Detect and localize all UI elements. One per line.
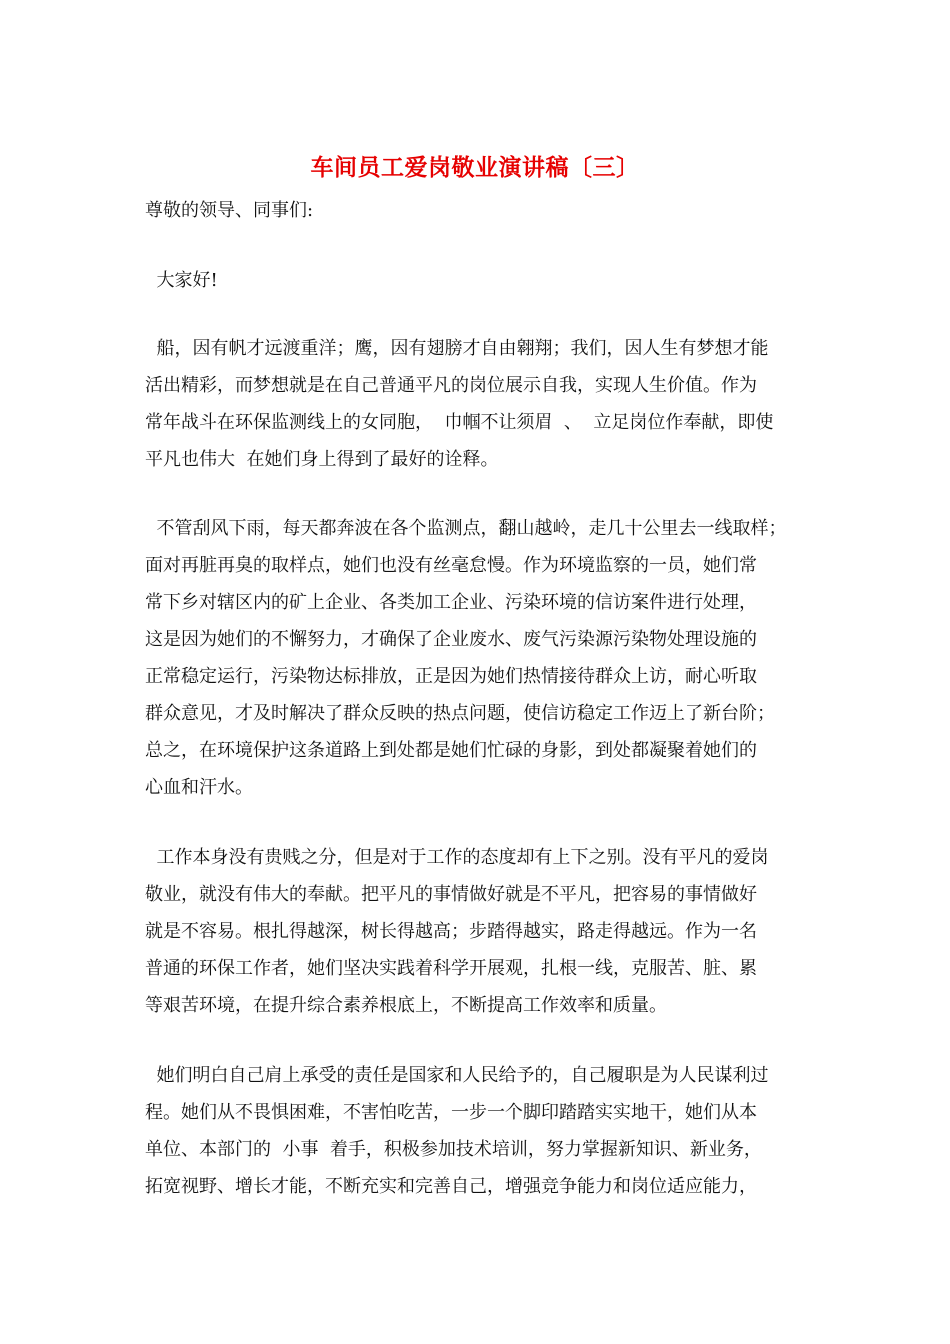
paragraph-1-line-2: 活出精彩，而梦想就是在自己普通平凡的岗位展示自我，实现人生价值。作为 (145, 375, 757, 396)
paragraph-4-line-4: 拓宽视野、增长才能，不断充实和完善自己，增强竞争能力和岗位适应能力， (145, 1176, 757, 1197)
paragraph-3-line-5: 等艰苦环境，在提升综合素养根底上，不断提高工作效率和质量。 (145, 995, 667, 1016)
salutation: 尊敬的领导、同事们: (145, 200, 314, 221)
paragraph-4-line-3: 单位、本部门的 小事 着手，积极参加技术培训，努力掌握新知识、新业务， (145, 1139, 762, 1160)
paragraph-2-line-4: 这是因为她们的不懈努力，才确保了企业废水、废气污染源污染物处理设施的 (145, 629, 757, 650)
paragraph-4-line-1: 她们明白自己肩上承受的责任是国家和人民给予的，自己履职是为人民谋利过 (145, 1065, 769, 1086)
paragraph-2-line-7: 总之，在环境保护这条道路上到处都是她们忙碌的身影，到处都凝聚着她们的 (145, 740, 757, 761)
document-title: 车间员工爱岗敬业演讲稿〔三〕 (310, 155, 640, 181)
greeting: 大家好! (145, 270, 218, 291)
paragraph-1-line-3: 常年战斗在环保监测线上的女同胞， 巾帼不让须眉 、 立足岗位作奉献，即使 (145, 412, 774, 433)
paragraph-1-line-4: 平凡也伟大 在她们身上得到了最好的诠释。 (145, 449, 499, 470)
paragraph-2-line-6: 群众意见，才及时解决了群众反映的热点问题，使信访稳定工作迈上了新台阶； (145, 703, 775, 724)
paragraph-2-line-3: 常下乡对辖区内的矿上企业、各类加工企业、污染环境的信访案件进行处理， (145, 592, 757, 613)
paragraph-3-line-1: 工作本身没有贵贱之分，但是对于工作的态度却有上下之别。没有平凡的爱岗 (145, 847, 769, 868)
paragraph-2-line-1: 不管刮风下雨，每天都奔波在各个监测点，翻山越岭，走几十公里去一线取样； (145, 518, 787, 539)
paragraph-2-line-2: 面对再脏再臭的取样点，她们也没有丝毫怠慢。作为环境监察的一员，她们常 (145, 555, 757, 576)
paragraph-1-line-1: 船，因有帆才远渡重洋；鹰，因有翅膀才自由翱翔；我们，因人生有梦想才能 (145, 338, 769, 359)
paragraph-3-line-2: 敬业，就没有伟大的奉献。把平凡的事情做好就是不平凡，把容易的事情做好 (145, 884, 757, 905)
paragraph-2-line-5: 正常稳定运行，污染物达标排放，正是因为她们热情接待群众上访，耐心听取 (145, 666, 757, 687)
paragraph-3-line-4: 普通的环保工作者，她们坚决实践着科学开展观，扎根一线，克服苦、脏、累 (145, 958, 757, 979)
paragraph-4-line-2: 程。她们从不畏惧困难，不害怕吃苦，一步一个脚印踏踏实实地干，她们从本 (145, 1102, 757, 1123)
paragraph-2-line-8: 心血和汗水。 (145, 777, 253, 798)
paragraph-3-line-3: 就是不容易。根扎得越深，树长得越高；步踏得越实，路走得越远。作为一名 (145, 921, 757, 942)
